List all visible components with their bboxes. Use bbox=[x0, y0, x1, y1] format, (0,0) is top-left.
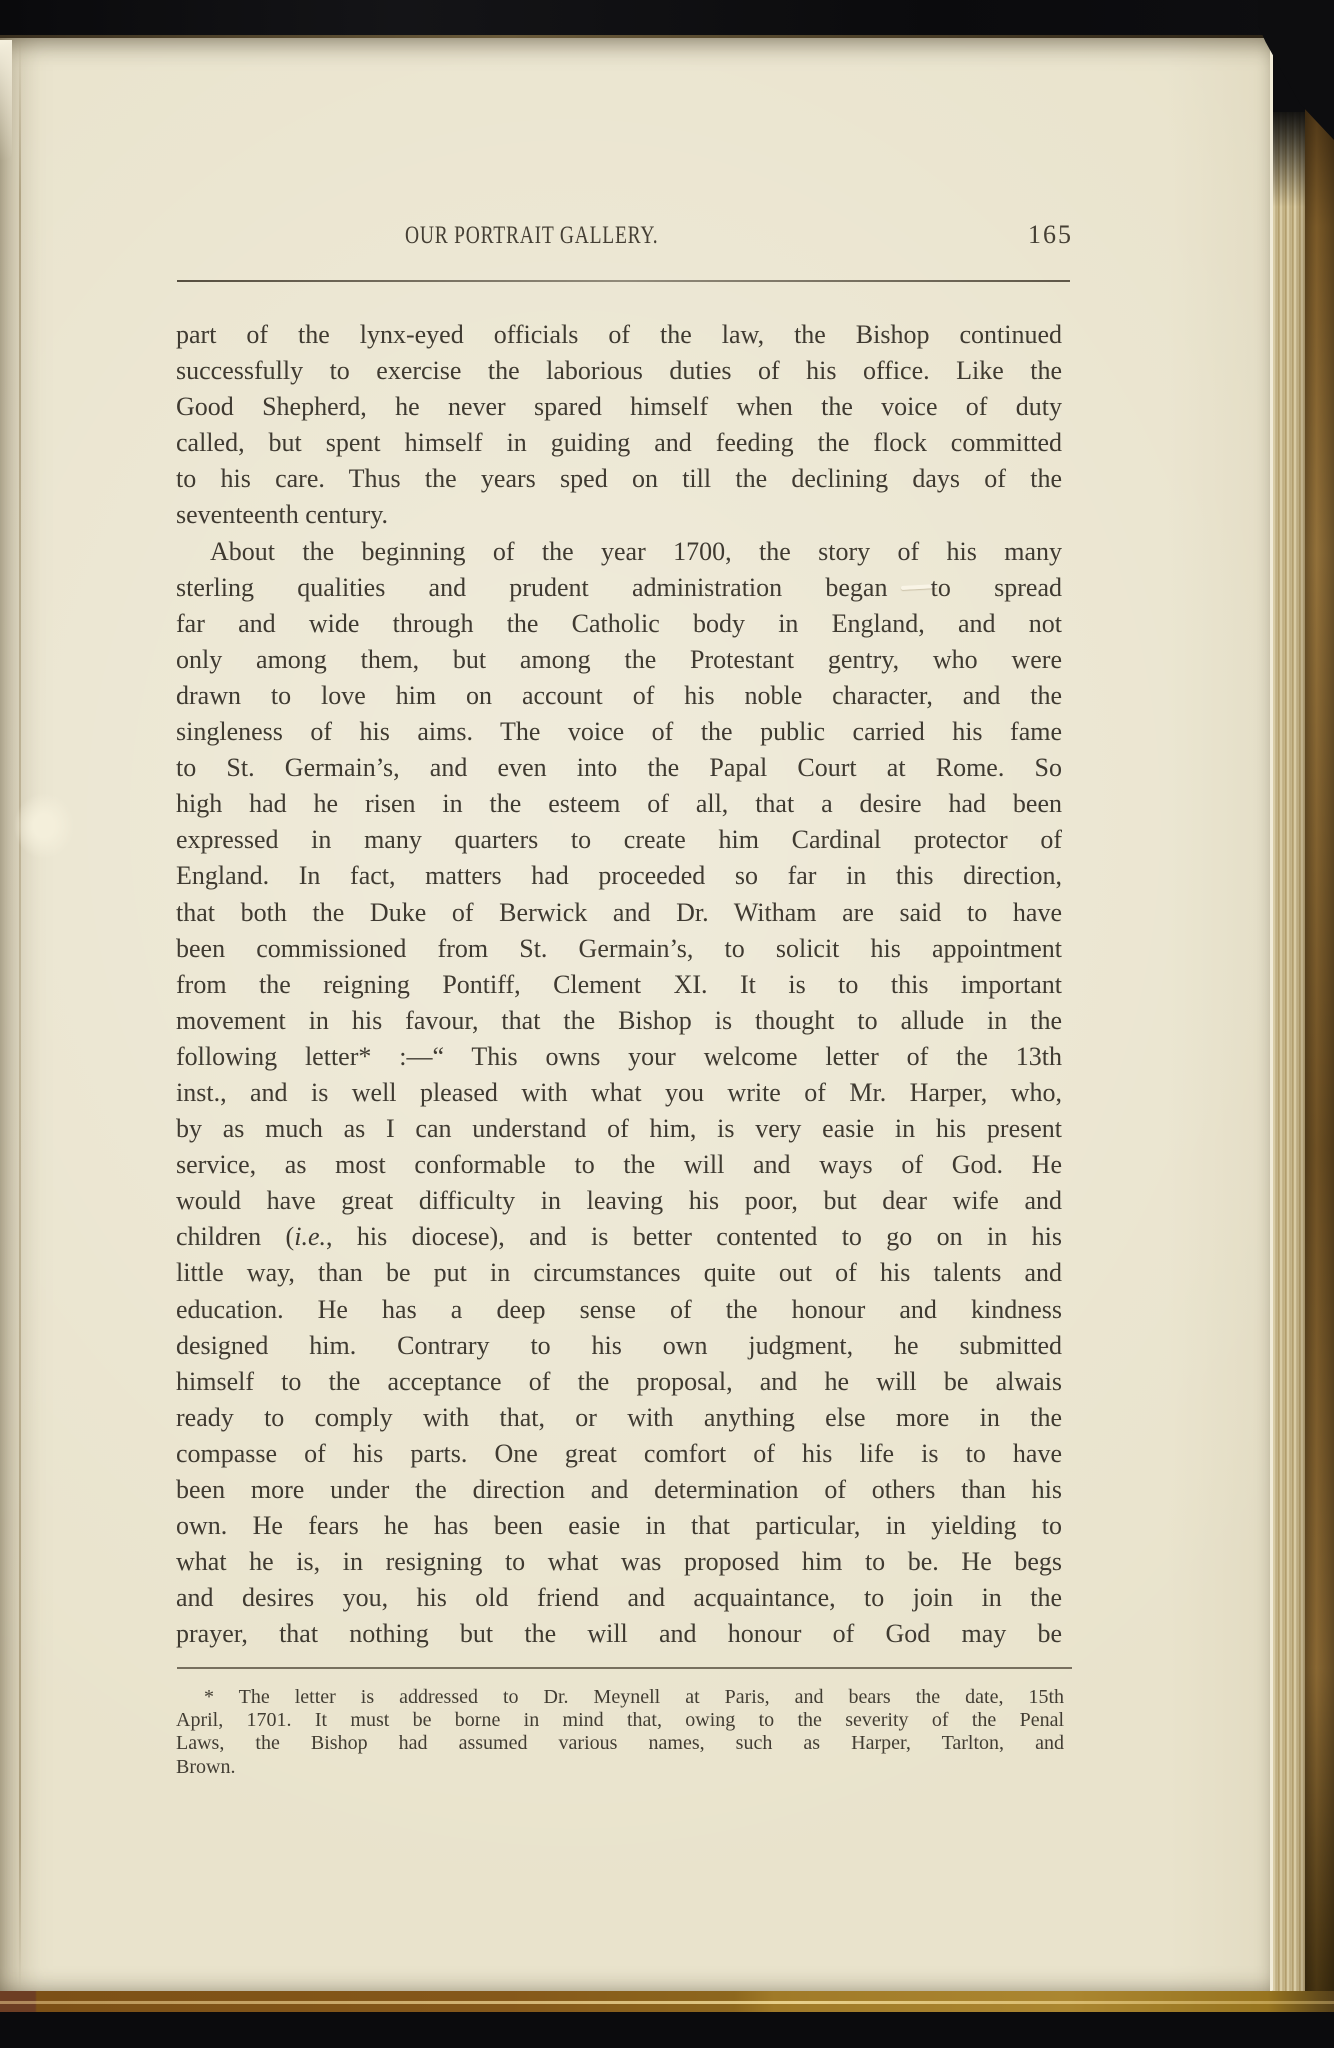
text-line: education. He has a deep sense of the honour and kindness bbox=[176, 1294, 1062, 1324]
text-line: what he is, in resigning to what was proposed him to be. He begs bbox=[176, 1547, 1062, 1577]
text-line: Brown. bbox=[176, 1755, 236, 1778]
page-number: 165 bbox=[1028, 220, 1073, 249]
footnote-block bbox=[176, 1686, 1064, 1779]
text-line: called, but spent himself in guiding and feeding the flock committed bbox=[176, 428, 1062, 458]
photo-background-bottom bbox=[0, 2012, 1334, 2048]
text-line: April, 1701. It must be borne in mind that, owing to the severity of the Penal bbox=[176, 1709, 1064, 1732]
text-line: singleness of his aims. The voice of the public carried his fame bbox=[176, 717, 1062, 747]
footnote-rule bbox=[177, 1667, 1072, 1669]
text-line: prayer, that nothing but the will and honour of God may be bbox=[176, 1619, 1062, 1649]
text-line: * The letter is addressed to Dr. Meynell at Paris, and bears the date, 15th bbox=[204, 1686, 1064, 1708]
text-line: far and wide through the Catholic body in England, and not bbox=[176, 608, 1062, 638]
text-line: been commissioned from St. Germain’s, to solicit his appointment bbox=[176, 933, 1062, 963]
photo-background-top bbox=[0, 0, 1334, 38]
text-line: designed him. Contrary to his own judgment, he submitted bbox=[176, 1330, 1062, 1360]
header-rule bbox=[177, 280, 1070, 282]
text-line: own. He fears he has been easie in that particular, in yielding to bbox=[176, 1511, 1062, 1541]
text-line: himself to the acceptance of the proposal, and he will be alwais bbox=[176, 1366, 1062, 1396]
text-line: children (i.e., his diocese), and is better contented to go on in his bbox=[176, 1222, 1062, 1252]
text-line: following letter* :—“ This owns your welcome letter of the 13th bbox=[176, 1041, 1062, 1071]
text-line: from the reigning Pontiff, Clement XI. It is to this important bbox=[176, 969, 1062, 999]
text-line: to his care. Thus the years sped on till the declining days of the bbox=[176, 464, 1062, 494]
text-line: part of the lynx-eyed officials of the law, the Bishop continued bbox=[176, 320, 1062, 349]
book-cover-edge bbox=[1305, 92, 1334, 2014]
text-line: expressed in many quarters to create him Cardinal protector of bbox=[176, 825, 1062, 855]
text-line: would have great difficulty in leaving his poor, but dear wife and bbox=[176, 1186, 1062, 1216]
text-line: Good Shepherd, he never spared himself when the voice of duty bbox=[176, 392, 1062, 422]
text-line: successfully to exercise the laborious duties of his office. Like the bbox=[176, 356, 1062, 386]
body-text-block bbox=[176, 317, 1062, 1652]
text-line: seventeenth century. bbox=[176, 500, 388, 530]
text-line: ready to comply with that, or with anything else more in the bbox=[176, 1402, 1062, 1432]
text-line: by as much as I can understand of him, is very easie in his present bbox=[176, 1114, 1062, 1144]
text-line: drawn to love him on account of his noble character, and the bbox=[176, 680, 1062, 710]
page-edge-blemish bbox=[14, 793, 74, 859]
text-line: inst., and is well pleased with what you write of Mr. Harper, who, bbox=[176, 1077, 1062, 1107]
text-line: that both the Duke of Berwick and Dr. Witham are said to have bbox=[176, 897, 1062, 927]
page-crease-line bbox=[19, 38, 21, 1990]
text-line: Laws, the Bishop had assumed various names, such as Harper, Tarlton, and bbox=[176, 1732, 1064, 1755]
running-header-title: OUR PORTRAIT GALLERY. bbox=[405, 222, 659, 249]
text-line: only among them, but among the Protestant gentry, who were bbox=[176, 644, 1062, 674]
text-line: and desires you, his old friend and acquaintance, to join in the bbox=[176, 1583, 1062, 1613]
text-line: little way, than be put in circumstances quite out of his talents and bbox=[176, 1258, 1062, 1288]
text-line: to St. Germain’s, and even into the Papal Court at Rome. So bbox=[176, 753, 1062, 783]
text-line: sterling qualities and prudent administration began to spread bbox=[176, 572, 1062, 602]
text-line: movement in his favour, that the Bishop is thought to allude in the bbox=[176, 1005, 1062, 1035]
text-line: About the beginning of the year 1700, the story of his many bbox=[210, 536, 1062, 566]
text-line: high had he risen in the esteem of all, that a desire had been bbox=[176, 789, 1062, 819]
text-line: been more under the direction and determination of others than his bbox=[176, 1475, 1062, 1504]
text-line: compasse of his parts. One great comfort of his life is to have bbox=[176, 1438, 1062, 1468]
text-line: service, as most conformable to the will and ways of God. He bbox=[176, 1150, 1062, 1180]
text-line: England. In fact, matters had proceeded so far in this direction, bbox=[176, 861, 1062, 891]
page-corner-highlight bbox=[0, 40, 12, 160]
